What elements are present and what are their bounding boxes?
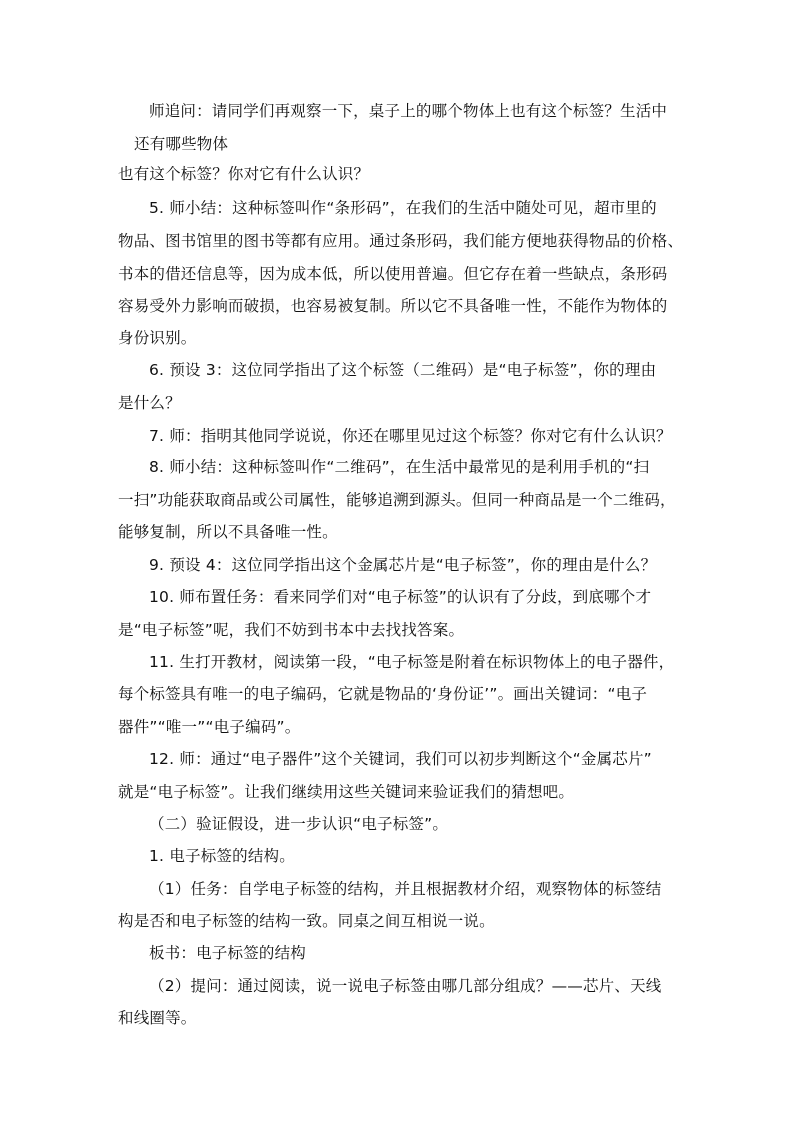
text-line: 物品、图书馆里的图书等都有应用。通过条形码，我们能方便地获得物品的价格、 <box>118 232 684 250</box>
text-line: 构是否和电子标签的结构一致。同桌之间互相说一说。 <box>118 912 495 930</box>
text-line: 8. 师小结：这种标签叫作“二维码”，在生活中最常见的是利用手机的“扫 <box>149 458 650 476</box>
text-line: 9. 预设 4：这位同学指出这个金属芯片是“电子标签”，你的理由是什么？ <box>149 556 657 574</box>
text-line: 5. 师小结：这种标签叫作“条形码”，在我们的生活中随处可见，超市里的 <box>149 199 657 217</box>
text-line: 7. 师：指明其他同学说说，你还在哪里见过这个标签？你对它有什么认识？ <box>149 427 672 445</box>
text-line: 能够复制，所以不具备唯一性。 <box>118 523 338 541</box>
text-line: 和线圈等。 <box>118 1009 197 1027</box>
text-line: 师追问：请同学们再观察一下，桌子上的哪个物体上也有这个标签？生活中 <box>149 102 668 120</box>
subsection-heading: 1. 电子标签的结构。 <box>149 847 295 865</box>
text-line: 6. 预设 3：这位同学指出了这个标签（二维码）是“电子标签”，你的理由 <box>149 361 657 379</box>
text-line: 也有这个标签？你对它有什么认识？ <box>118 165 370 183</box>
text-line: 书本的借还信息等，因为成本低，所以使用普遍。但它存在着一些缺点，条形码 <box>118 265 668 283</box>
text-line: 是什么？ <box>118 394 181 412</box>
text-line: （1）任务：自学电子标签的结构，并且根据教材介绍，观察物体的标签结 <box>149 880 662 898</box>
text-line: 是“电子标签”呢，我们不妨到书本中去找找答案。 <box>118 621 465 639</box>
text-line: 容易受外力影响而破损，也容易被复制。所以它不具备唯一性，不能作为物体的 <box>118 297 668 315</box>
text-line: 还有哪些物体 <box>134 135 229 153</box>
text-line: 板书：电子标签的结构 <box>149 944 307 962</box>
text-line: 10. 师布置任务：看来同学们对“电子标签”的认识有了分歧，到底哪个才 <box>149 588 652 606</box>
text-line: 就是“电子标签”。让我们继续用这些关键词来验证我们的猜想吧。 <box>118 783 575 801</box>
text-line: 11. 生打开教材，阅读第一段，“电子标签是附着在标识物体上的电子器件， <box>149 653 675 671</box>
text-line: 12. 师：通过“电子器件”这个关键词，我们可以初步判断这个“金属芯片” <box>149 750 652 768</box>
text-line: 每个标签具有唯一的电子编码，它就是物品的‘身份证’”。画出关键词：“电子 <box>118 685 648 703</box>
text-line: 器件”“唯一”“电子编码”。 <box>118 718 301 736</box>
text-line: 身份识别。 <box>118 329 197 347</box>
section-heading: （二）验证假设，进一步认识“电子标签”。 <box>149 815 449 833</box>
text-line: 一扫”功能获取商品或公司属性，能够追溯到源头。但同一种商品是一个二维码， <box>118 491 676 509</box>
text-line: （2）提问：通过阅读，说一说电子标签由哪几部分组成？——芯片、天线 <box>149 977 662 995</box>
